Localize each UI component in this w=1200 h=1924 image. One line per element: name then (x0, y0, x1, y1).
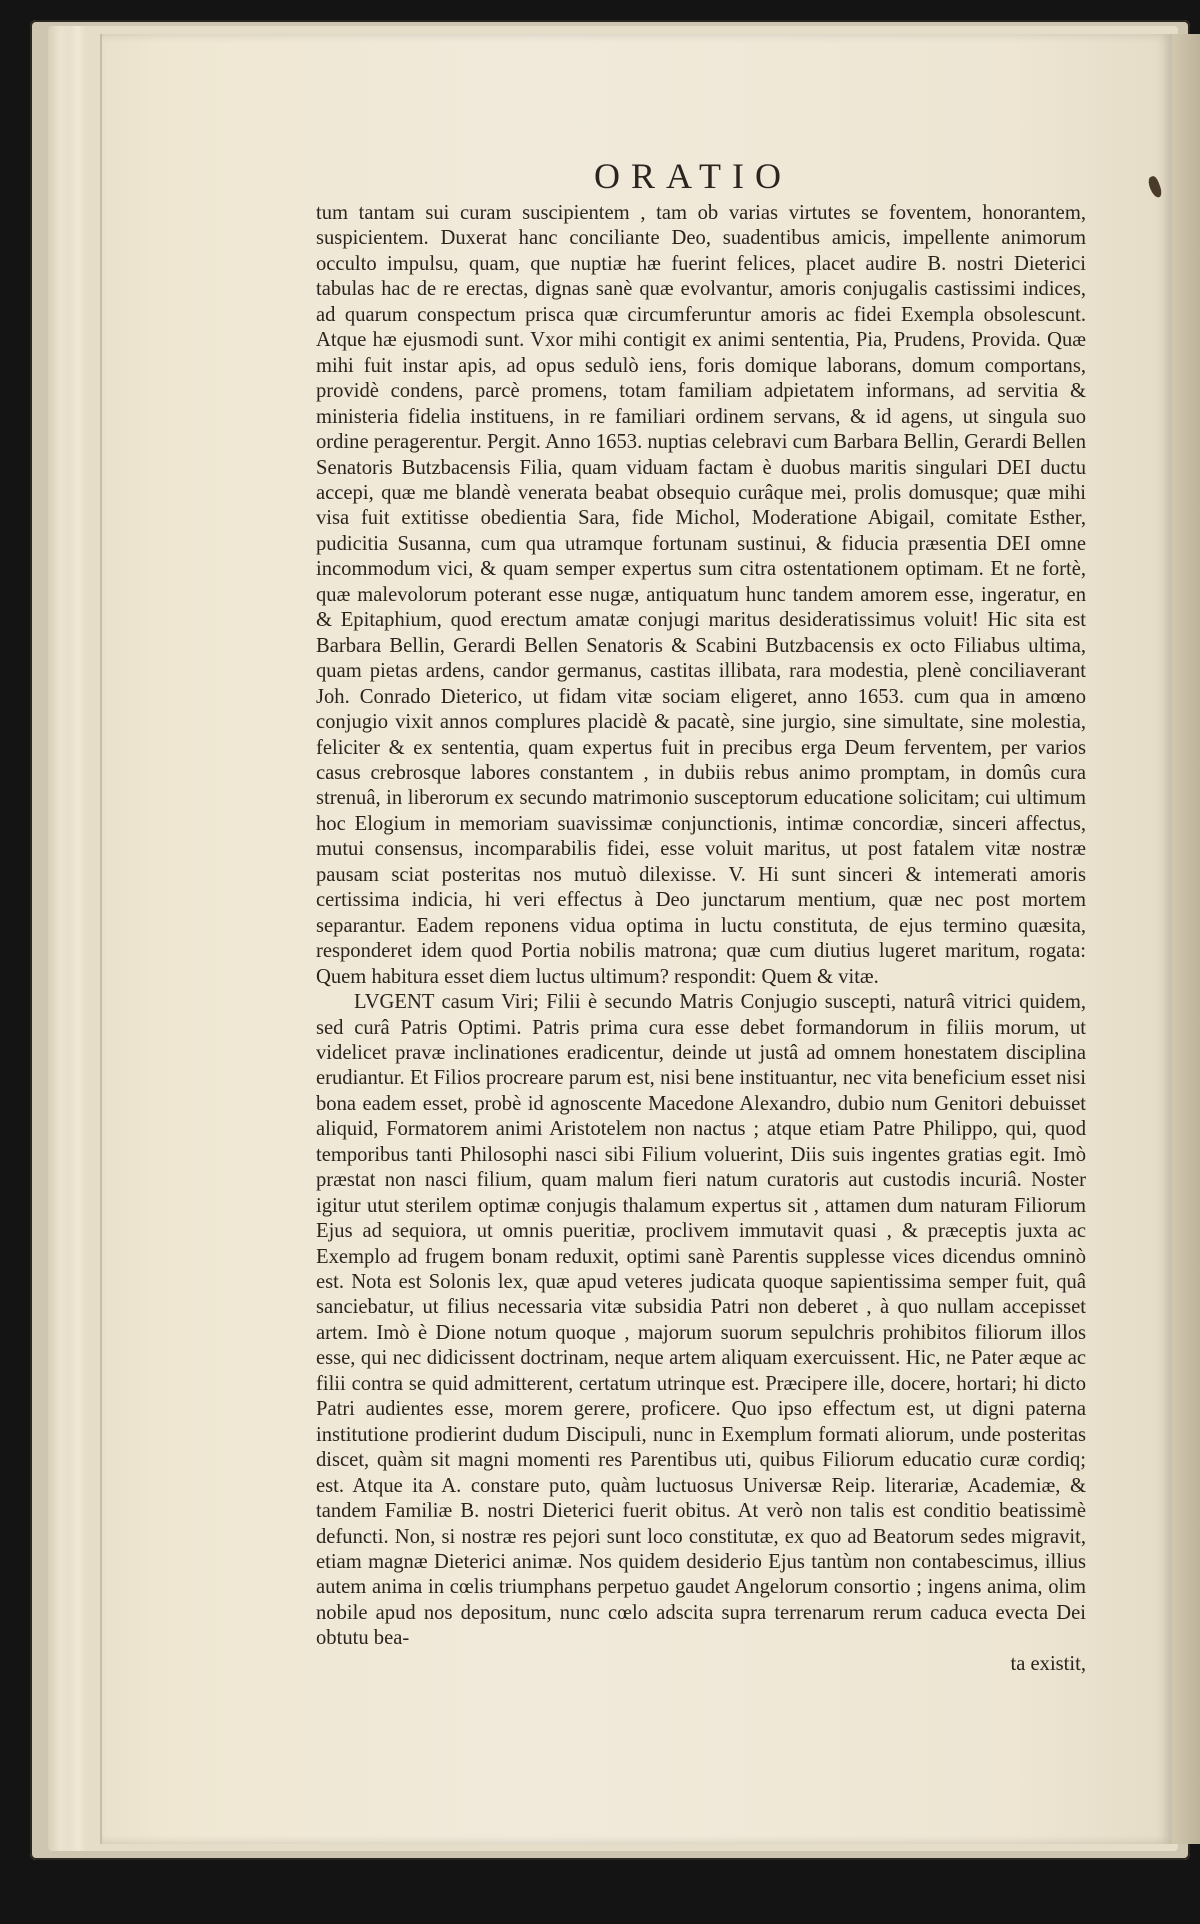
page-header: ORATIO (594, 156, 792, 196)
paragraph: tum tantam sui curam suscipientem , tam ob varias virtutes se foventem, honorantem, suspicientem. Duxerat hanc conciliante Deo, suadentibus amicis, impellente animorum occulto impulsu, quam, que nuptiæ hæ fuerint felices, placet audire B. nostri Dieterici tabulas hac de re erectas, dignas sanè quæ evolvantur, amoris conjugalis castissimi indices, ad quarum conspectum prisca quæ circumferuntur amoris ac fidei Exempla obsolescunt. Atque hæ ejusmodi sunt. Vxor mihi contigit ex animi sententia, Pia, Prudens, Provida. Quæ mihi fuit instar apis, ad opus sedulò iens, foris domique laborans, domum comportans, providè condens, parcè promens, totam familiam adpietatem informans, ad servitia & ministeria fidelia instituens, in re familiari ordinem servans, & id agens, ut singula suo ordine peragerentur. Pergit. Anno 1653. nuptias celebravi cum Barbara Bellin, Gerardi Bellen Senatoris Butzbacensis Filia, quam viduam factam è duobus maritis singulari DEI ductu accepi, quæ me blandè venerata beabat obsequio curâque mei, prolis domusque; quæ mihi visa fuit extitisse obedientia Sara, fide Michol, Moderatione Abigail, comitate Esther, pudicitia Susanna, cum qua utramque fortunam sustinui, & fiducia præsentia DEI omne incommodum vici, & quam semper expertus sum citra ostentationem optimam. Et ne fortè, quæ malevolorum poterant esse nugæ, antiquatum hunc tandem amorem esse, ingeratur, en & Epitaphium, quod erectum amatæ conjugi maritus desideratissimus voluit! Hic sita est Barbara Bellin, Gerardi Bellen Senatoris & Scabini Butzbacensis ex octo Filiabus ultima, quam pietas ardens, candor germanus, castitas illibata, rara modestia, plenè conciliaverant Joh. Conrado Dieterico, ut fidam vitæ sociam eligeret, anno 1653. cum qua in amœno conjugio vixit annos complures placidè & pacatè, sine jurgio, sine simultate, sine molestia, feliciter & ex sententia, quam expertus fuit in precibus erga Deum ferventem, per varios casus crebrosque labores constantem , in dubiis rebus animo promptam, in domûs cura strenuâ, in liberorum ex secundo matrimonio susceptorum educatione solicitam; cui ultimum hoc Elogium in memoriam suavissimæ conjunctionis, intimæ concordiæ, sinceri affectus, mutui consensus, incomparabilis fidei, esse voluit maritus, ut post fatalem vitæ nostræ pausam sciat posteritas nos mutuò dilexisse. V. Hi sunt sinceri & intemerati amoris certissima indicia, hi veri effectus à Deo junctarum mentium, quæ nec post mortem separantur. Eadem reponens vidua optima in luctu constituta, de ejus termino quæsita, responderet idem quod Portia nobilis matrona; quæ cum diutius lugeret maritum, rogata: Quem habitura esset diem luctus ultimum? respondit: Quem & vitæ. (316, 202, 1086, 988)
body-text (316, 201, 1086, 1677)
catchword: ta existit, (1010, 1652, 1086, 1675)
paragraph: LVGENT casum Viri; Filii è secundo Matris Conjugio suscepti, naturâ vitrici quidem, sed curâ Patris Optimi. Patris prima cura esse debet formandorum in filiis morum, ut videlicet pravæ inclinationes eradicentur, deinde ut justâ ad omnem honestatem disciplina erudiantur. Et Filios procreare parum est, nisi bene instituantur, nec vita beneficium esset nisi bona eadem esset, probè id agnoscente Macedone Alexandro, dubio num Genitori debuisset aliquid, Formatorem animi Aristotelem non nactus ; atque etiam Patre Philippo, qui, quod temporibus tanti Philosophi nasci sibi Filium voluerint, Diis suis ingentes gratias egit. Imò præstat non nasci filium, quam malum fieri natum curatoris aut custodis incuriâ. Noster igitur utut sterilem optimæ conjugis thalamum expertus sit , attamen dum naturam Filiorum Ejus ad sequiora, ut omnis pueritiæ, proclivem immutavit quasi , & præceptis juxta ac Exemplo ad frugem bonam reduxit, optimi sanè Parentis supplesse vices dicendus omninò est. Nota est Solonis lex, quæ apud veteres judicata quoque sapientissima semper fuit, quâ sanciebatur, ut filius necessaria vitæ subsidia Patri non deberet , à quo nullam accepisset artem. Imò è Dione notum quoque , majorum suorum sepulchris prohibitos filiorum illos esse, qui nec didicissent doctrinam, neque artem aliquam exercuissent. Hic, ne Pater æque ac filii contra se quid admitterent, certatum utrinque est. Præcipere ille, docere, hortari; hi dicto Patri audientes esse, morem gerere, proficere. Quo ipso effectum est, ut digni paterna institutione prodierint dudum Discipuli, nunc in Exemplum formati aliorum, unde posteritas discet, quàm sit magni momenti res Parentibus uti, quibus Filiorum educatio curæ cordiq; est. Atque ita A. constare puto, quàm luctuosus Universæ Reip. literariæ, Academiæ, & tandem Familiæ B. nostri Dieterici fuerit obitus. At verò non talis est conditio beatissimè defuncti. Non, si nostræ res pejori sunt loco constitutæ, ex quo ad Beatorum sedes migravit, etiam magnæ Dieterici animæ. Nos quidem desiderio Ejus tantùm non contabescimus, illius autem anima in cœlis triumphans perpetuo gaudet Angelorum consortio ; ingens anima, olim nobile apud nos depositum, nunc cœlo adscita supra terrenarum rerum caduca evecta Dei obtutu bea- (316, 991, 1086, 1650)
